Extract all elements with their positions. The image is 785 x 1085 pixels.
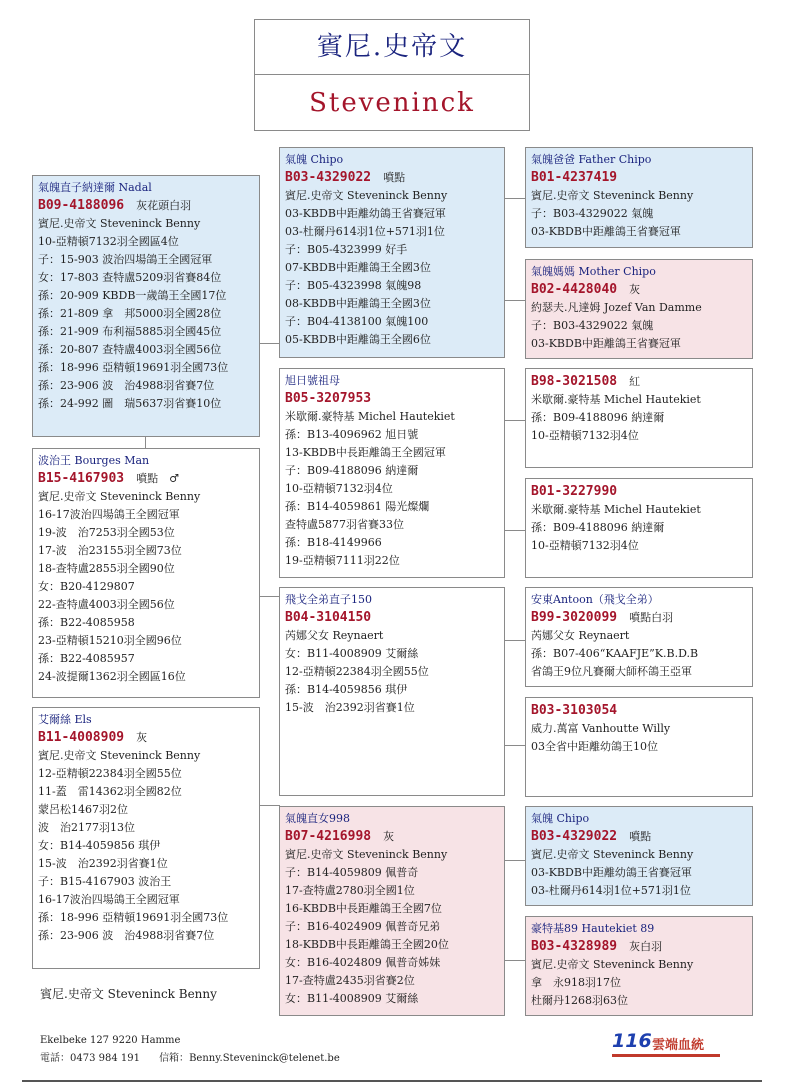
email-address: Benny.Steveninck@telenet.be xyxy=(189,1053,340,1064)
pigeon-header: 氣魄媽媽 Mother Chipo xyxy=(531,265,656,278)
connector-line xyxy=(504,300,525,301)
pigeon-box-dam-line-dam-dam-dam xyxy=(525,916,753,1016)
pigeon-line: 子：B05-4323998 氣魄98 xyxy=(285,279,422,292)
pigeon-line: 女：17-803 查特盧5209羽省賽84位 xyxy=(38,271,222,284)
connector-line xyxy=(504,745,525,746)
pigeon-line: 10-亞精頓7132羽4位 xyxy=(285,482,393,495)
pigeon-line: 17-波 治23155羽全國73位 xyxy=(38,544,182,557)
ring-number: B98-3021508 xyxy=(531,374,618,389)
pigeon-lines xyxy=(285,408,499,570)
pigeon-line: 19-波 治7253羽全國53位 xyxy=(38,526,175,539)
pigeon-ring-row xyxy=(285,389,499,408)
pigeon-lines xyxy=(531,956,747,1010)
pigeon-line: 19-亞精頓7111羽22位 xyxy=(285,554,400,567)
pigeon-box-dam-line-dam-dam-sire xyxy=(525,806,753,906)
pigeon-line: 子：15-903 波治四場鴿王全國冠軍 xyxy=(38,253,213,266)
pigeon-line: 10-亞精頓7132羽4位 xyxy=(531,429,639,442)
pigeon-line: 孫：20-807 查特盧4003羽全國56位 xyxy=(38,343,222,356)
pigeon-line: 24-波提爾1362羽全國區16位 xyxy=(38,670,186,683)
breeder-name: 賓尼.史帝文 Steveninck Benny xyxy=(40,987,217,1001)
ring-description: 噴點白羽 xyxy=(629,611,674,624)
pigeon-box-sire xyxy=(279,147,505,358)
ring-number: B05-3207953 xyxy=(285,391,372,406)
ring-number: B01-3227990 xyxy=(531,484,618,499)
pigeon-box-dam-line-dam-dam xyxy=(279,806,505,1016)
phone-number: 0473 984 191 xyxy=(70,1053,140,1064)
pigeon-line: 11-蓋 雷14362羽全國82位 xyxy=(38,785,182,798)
pigeon-line: 賓尼.史帝文 Steveninck Benny xyxy=(531,848,694,861)
ring-number: B11-4008909 xyxy=(38,730,125,745)
pigeon-line: 孫：B22-4085958 xyxy=(38,616,135,629)
pigeon-line: 賓尼.史帝文 Steveninck Benny xyxy=(38,490,201,503)
pigeon-ring-row xyxy=(531,937,747,956)
pigeon-ring-row xyxy=(38,196,254,215)
ring-number: B99-3020099 xyxy=(531,610,618,625)
pigeon-lines xyxy=(531,187,747,241)
pigeon-box-dam-line-dam xyxy=(32,707,260,969)
pigeon-line: 威力.萬富 Vanhoutte Willy xyxy=(531,722,671,735)
pigeon-header: 旭日號祖母 xyxy=(285,374,340,387)
pigeon-line: 孫：23-906 波 治4988羽省賽7位 xyxy=(38,929,215,942)
ring-description: 噴點 ♂ xyxy=(136,472,179,485)
ring-description: 灰白羽 xyxy=(629,940,663,953)
pigeon-line: 女：B14-4059856 琪伊 xyxy=(38,839,161,852)
pigeon-line: 03-杜爾丹614羽1位+571羽1位 xyxy=(531,884,691,897)
title-box xyxy=(254,19,530,131)
pigeon-line: 子：B14-4059809 佩普奇 xyxy=(285,866,419,879)
pigeon-line: 子：B09-4188096 納達爾 xyxy=(285,464,419,477)
pigeon-box-dam-line-sire-sire xyxy=(279,587,505,796)
site-logo xyxy=(612,1030,722,1058)
pigeon-header: 氣魄直女998 xyxy=(285,812,350,825)
pigeon-line: 22-查特盧4003羽全國56位 xyxy=(38,598,175,611)
ring-number: B03-4329022 xyxy=(531,829,618,844)
ring-number: B02-4428040 xyxy=(531,282,618,297)
pigeon-line: 10-亞精頓7132羽全國區4位 xyxy=(38,235,179,248)
pigeon-line: 波 治2177羽13位 xyxy=(38,821,135,834)
pigeon-lines xyxy=(531,501,747,555)
pigeon-line: 杜爾丹1268羽63位 xyxy=(531,994,628,1007)
pigeon-header: 氣魄 Chipo xyxy=(531,812,590,825)
pigeon-ring-row xyxy=(38,728,254,747)
pigeon-box-sire-sire xyxy=(525,147,753,248)
pigeon-line: 子：B03-4329022 氣魄 xyxy=(531,207,654,220)
pigeon-line: 賓尼.史帝文 Steveninck Benny xyxy=(285,848,448,861)
pigeon-box-dam-line-sire-sire-dam xyxy=(525,697,753,797)
pigeon-box-subject xyxy=(32,175,260,437)
pigeon-lines xyxy=(38,747,254,945)
pigeon-ring-row xyxy=(285,827,499,846)
connector-line xyxy=(259,596,280,597)
pigeon-line: 03-杜爾丹614羽1位+571羽1位 xyxy=(285,225,445,238)
phone-label: 電話： xyxy=(40,1053,70,1064)
pigeon-line: 孫：B09-4188096 納達爾 xyxy=(531,411,665,424)
pigeon-line: 孫：21-809 拿 邦5000羽全國28位 xyxy=(38,307,222,320)
ring-number: B03-3103054 xyxy=(531,703,618,718)
logo-number: 116 xyxy=(612,1030,652,1052)
ring-description: 灰 xyxy=(136,731,148,744)
pigeon-line: 孫：21-909 布利福5885羽全國45位 xyxy=(38,325,222,338)
pigeon-ring-row xyxy=(531,280,747,299)
pigeon-line: 孫：B09-4188096 納達爾 xyxy=(531,521,665,534)
pigeon-lines xyxy=(285,187,499,349)
pigeon-line: 18-KBDB中長距離鴿王全國20位 xyxy=(285,938,449,951)
ring-description: 噴點 xyxy=(629,830,652,843)
pigeon-box-sire-dam xyxy=(525,259,753,359)
pigeon-line: 孫：20-909 KBDB一歲鴿王全國17位 xyxy=(38,289,227,302)
pigeon-line: 孫：B22-4085957 xyxy=(38,652,135,665)
ring-number: B15-4167903 xyxy=(38,471,125,486)
pigeon-line: 女：B20-4129807 xyxy=(38,580,135,593)
pigeon-line: 孫：24-992 圖 瑞5637羽省賽10位 xyxy=(38,397,222,410)
pigeon-line: 省鴿王9位凡賽爾大師杯鴿王亞軍 xyxy=(531,665,692,678)
pigeon-line: 子：B16-4024909 佩普奇兄弟 xyxy=(285,920,441,933)
pigeon-ring-row xyxy=(285,608,499,627)
pigeon-line: 15-波 治2392羽省賽1位 xyxy=(285,701,415,714)
pigeon-line: 13-KBDB中長距離鴿王全國冠軍 xyxy=(285,446,446,459)
pigeon-line: 05-KBDB中距離鴿王全國6位 xyxy=(285,333,431,346)
ring-description: 灰 xyxy=(629,283,641,296)
pigeon-box-dam xyxy=(279,368,505,578)
pigeon-line: 賓尼.史帝文 Steveninck Benny xyxy=(38,217,201,230)
ring-number: B03-4328989 xyxy=(531,939,618,954)
pigeon-line: 孫：B14-4059861 陽光燦爛 xyxy=(285,500,430,513)
pigeon-line: 芮娜父女 Reynaert xyxy=(531,629,630,642)
ring-description: 灰花頭白羽 xyxy=(136,199,192,212)
ring-description: 噴點 xyxy=(383,171,406,184)
pigeon-line: 賓尼.史帝文 Steveninck Benny xyxy=(531,189,694,202)
ring-description: 灰 xyxy=(383,830,395,843)
pigeon-header: 安東Antoon（飛戈全弟） xyxy=(531,593,659,606)
pigeon-line: 08-KBDB中距離鴿王全國3位 xyxy=(285,297,431,310)
pigeon-header: 豪特基89 Hautekiet 89 xyxy=(531,922,655,935)
pigeon-line: 16-17波治四場鴿王全國冠軍 xyxy=(38,508,180,521)
pigeon-ring-row xyxy=(285,168,499,187)
ring-number: B04-3104150 xyxy=(285,610,372,625)
pigeon-line: 米歇爾.豪特基 Michel Hautekiet xyxy=(285,410,455,423)
pigeon-line: 子：B03-4329022 氣魄 xyxy=(531,319,654,332)
pigeon-line: 蒙呂松1467羽2位 xyxy=(38,803,128,816)
connector-line xyxy=(504,530,525,531)
email-label: 信箱： xyxy=(159,1053,190,1064)
pigeon-line: 米歇爾.豪特基 Michel Hautekiet xyxy=(531,393,701,406)
pigeon-lines xyxy=(38,488,254,686)
pigeon-header: 氣魄直子納達爾 Nadal xyxy=(38,181,152,194)
pigeon-line: 03-KBDB中距離幼鴿王省賽冠軍 xyxy=(285,207,446,220)
connector-line xyxy=(259,805,280,806)
connector-line xyxy=(504,960,525,961)
pigeon-line: 賓尼.史帝文 Steveninck Benny xyxy=(285,189,448,202)
logo-underline xyxy=(612,1054,720,1057)
pigeon-line: 17-查特盧2780羽全國1位 xyxy=(285,884,415,897)
pigeon-ring-row xyxy=(38,469,254,488)
pigeon-line: 賓尼.史帝文 Steveninck Benny xyxy=(38,749,201,762)
pigeon-line: 賓尼.史帝文 Steveninck Benny xyxy=(531,958,694,971)
connector-line xyxy=(504,420,525,421)
pigeon-line: 查特盧5877羽省賽33位 xyxy=(285,518,404,531)
ring-description: 紅 xyxy=(629,375,641,388)
pigeon-line: 15-波 治2392羽省賽1位 xyxy=(38,857,168,870)
pigeon-line: 16-KBDB中長距離鴿王全國7位 xyxy=(285,902,442,915)
connector-line xyxy=(504,198,525,199)
pigeon-box-dam-line-sire xyxy=(32,448,260,698)
pigeon-lines xyxy=(38,215,254,413)
pigeon-line: 子：B04-4138100 氣魄100 xyxy=(285,315,429,328)
ring-number: B09-4188096 xyxy=(38,198,125,213)
pigeon-line: 03全省中距離幼鴿王10位 xyxy=(531,740,658,753)
pigeon-lines xyxy=(531,720,747,756)
title-english: Steveninck xyxy=(309,88,475,118)
contact-line xyxy=(40,1050,340,1068)
pigeon-lines xyxy=(531,846,747,900)
pigeon-line: 孫：B18-4149966 xyxy=(285,536,382,549)
pigeon-line: 12-亞精頓22384羽全國55位 xyxy=(38,767,182,780)
pigeon-line: 03-KBDB中距離鴿王省賽冠軍 xyxy=(531,225,681,238)
pigeon-ring-row xyxy=(531,482,747,501)
pigeon-line: 米歇爾.豪特基 Michel Hautekiet xyxy=(531,503,701,516)
pigeon-ring-row xyxy=(531,608,747,627)
pigeon-line: 女：B11-4008909 艾爾絲 xyxy=(285,992,419,1005)
pigeon-line: 23-亞精頓15210羽全國96位 xyxy=(38,634,182,647)
pigeon-box-dam-dam xyxy=(525,478,753,578)
footer-rule xyxy=(22,1080,762,1082)
pigeon-line: 孫：B13-4096962 旭日號 xyxy=(285,428,419,441)
pigeon-header: 氣魄 Chipo xyxy=(285,153,344,166)
pigeon-line: 12-亞精頓22384羽全國55位 xyxy=(285,665,429,678)
connector-line xyxy=(259,343,280,344)
pigeon-line: 約瑟夫.凡達姆 Jozef Van Damme xyxy=(531,301,702,314)
pigeon-line: 10-亞精頓7132羽4位 xyxy=(531,539,639,552)
pigeon-header: 艾爾絲 Els xyxy=(38,713,92,726)
pigeon-line: 03-KBDB中距離鴿王省賽冠軍 xyxy=(531,337,681,350)
pigeon-line: 18-查特盧2855羽全國90位 xyxy=(38,562,175,575)
pigeon-line: 07-KBDB中距離鴿王全國3位 xyxy=(285,261,431,274)
pigeon-box-dam-sire xyxy=(525,368,753,468)
pigeon-lines xyxy=(285,627,499,717)
pigeon-ring-row xyxy=(531,701,747,720)
pigeon-header: 波治王 Bourges Man xyxy=(38,454,150,467)
pigeon-line: 女：B16-4024809 佩普奇姊妹 xyxy=(285,956,441,969)
pigeon-ring-row xyxy=(531,372,747,391)
pigeon-lines xyxy=(531,627,747,681)
pigeon-lines xyxy=(531,299,747,353)
pigeon-line: 子：B15-4167903 波治王 xyxy=(38,875,172,888)
pigeon-line: 孫：18-996 亞精頓19691羽全國73位 xyxy=(38,361,229,374)
pigeon-lines xyxy=(531,391,747,445)
contact-info xyxy=(40,1032,340,1068)
pigeon-header: 氣魄爸爸 Father Chipo xyxy=(531,153,652,166)
address: Ekelbeke 127 9220 Hamme xyxy=(40,1035,181,1046)
pigeon-line: 16-17波治四場鴿王全國冠軍 xyxy=(38,893,180,906)
pigeon-line: 女：B11-4008909 艾爾絲 xyxy=(285,647,419,660)
pigeon-line: 孫：18-996 亞精頓19691羽全國73位 xyxy=(38,911,229,924)
pigeon-line: 孫：23-906 波 治4988羽省賽7位 xyxy=(38,379,215,392)
pigeon-box-dam-line-sire-sire-sire xyxy=(525,587,753,687)
ring-number: B07-4216998 xyxy=(285,829,372,844)
pigeon-line: 17-查特盧2435羽省賽2位 xyxy=(285,974,415,987)
pigeon-line: 拿 永918羽17位 xyxy=(531,976,621,989)
connector-line xyxy=(504,640,525,641)
pigeon-line: 孫：B07-406“KAAFJE”K.B.D.B xyxy=(531,647,699,660)
pigeon-line: 03-KBDB中距離幼鴿王省賽冠軍 xyxy=(531,866,692,879)
ring-number: B03-4329022 xyxy=(285,170,372,185)
pigeon-line: 孫：B14-4059856 琪伊 xyxy=(285,683,408,696)
pigeon-line: 子：B05-4323999 好手 xyxy=(285,243,408,256)
pigeon-lines xyxy=(285,846,499,1008)
pigeon-header: 飛戈全弟直子150 xyxy=(285,593,372,606)
pigeon-line: 芮娜父女 Reynaert xyxy=(285,629,384,642)
pigeon-ring-row xyxy=(531,827,747,846)
connector-line xyxy=(504,860,525,861)
logo-text: 雲端血統 xyxy=(652,1038,705,1053)
pigeon-ring-row xyxy=(531,168,747,187)
title-chinese: 賓尼.史帝文 xyxy=(255,20,529,75)
ring-number: B01-4237419 xyxy=(531,170,618,185)
